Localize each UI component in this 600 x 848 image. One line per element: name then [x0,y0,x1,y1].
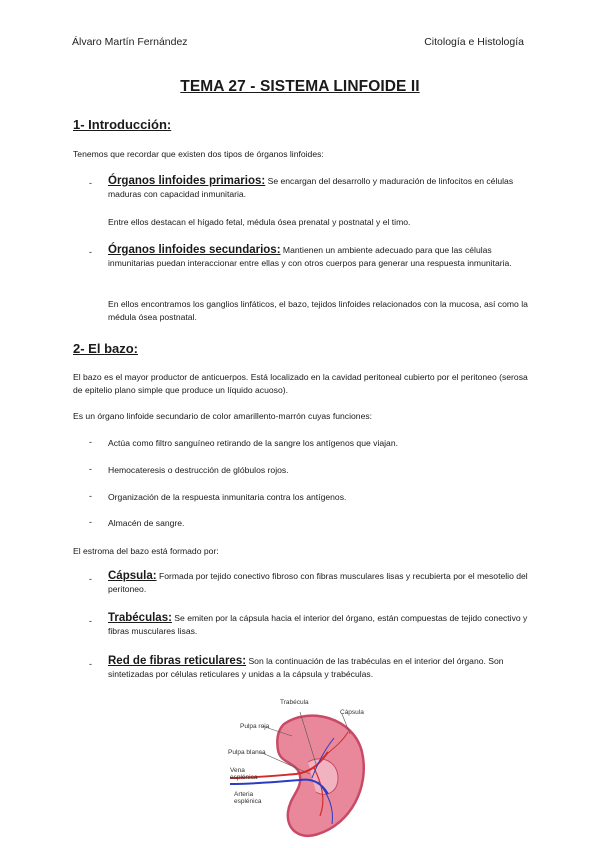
list-dash: - [89,659,92,669]
list-dash: - [89,616,92,626]
label-pulpa-blanca: Pulpa blanca [228,749,266,756]
term-trabeculas: Trabéculas: [108,612,172,624]
label-trabecula: Trabécula [280,699,309,706]
function-item: Hemocateresis o destrucción de glóbulos rojos. [108,465,289,475]
section2-para1: El bazo es el mayor productor de anticuerpos. Está localizado en la cavidad peritoneal cubierto por el peritoneo (serosa de epitelio plano simple que produce un líquido acuoso). [73,372,528,395]
section1-heading: 1- Introducción: [73,117,172,132]
section1-intro: Tenemos que recordar que existen dos tipos de órganos linfoides: [73,149,324,159]
label-capsula: Cápsula [340,709,364,716]
text-primarios: Se encargan del desarrollo y maduración de linfocitos en células maduras con capacidad inmunitaria. [108,176,514,199]
list-dash: - [89,491,92,501]
label-pulpa-roja: Pulpa roja [240,723,270,730]
label-vena-1: Vena [230,767,245,774]
list-dash: - [89,464,92,474]
sub-primarios: Entre ellos destacan el hígado fetal, médula ósea prenatal y postnatal y el timo. [108,217,411,227]
text-secundarios: Mantienen un ambiente adecuado para que las células inmunitarias puedan interaccionar entre ellas y con otros cuerpos para generar una respuesta inmunitaria. [108,245,512,268]
term-primarios: Órganos linfoides primarios: [108,175,266,187]
list-item-secundarios [108,244,528,270]
stroma-item-trabeculas [108,612,528,638]
stroma-item-capsula [108,570,528,596]
text-trabeculas: Se emiten por la cápsula hacia el interior del órgano, están compuestas de tejido conectivo y fibras musculares lisas. [108,613,528,636]
list-dash: - [89,574,92,584]
page-title: TEMA 27 - SISTEMA LINFOIDE II [180,78,420,95]
list-dash: - [89,247,92,257]
section2-para2: Es un órgano linfoide secundario de color amarillento-marrón cuyas funciones: [73,411,373,421]
list-item-primarios [108,175,528,201]
text-capsula: Formada por tejido conectivo fibroso con fibras musculares lisas y recubierta por el mesotelio del peritoneo. [108,571,528,594]
label-arteria-1: Arteria [234,791,254,798]
function-item: Almacén de sangre. [108,518,185,528]
header-subject: Citología e Histología [424,36,524,48]
label-vena-2: esplénica [230,774,258,781]
section2-para3: El estroma del bazo está formado por: [73,546,219,556]
sub-secundarios: En ellos encontramos los ganglios linfáticos, el bazo, tejidos linfoides relacionados con la mucosa, así como la médula ósea postnatal. [108,299,528,322]
header-author: Álvaro Martín Fernández [72,36,188,48]
term-secundarios: Órganos linfoides secundarios: [108,244,281,256]
text-red-fibras: Son la continuación de las trabéculas en el interior del órgano. Son sintetizadas por células reticulares y unidas a la cápsula y trabéculas. [108,656,504,679]
function-item: Actúa como filtro sanguíneo retirando de la sangre los antígenos que viajan. [108,438,398,448]
function-item: Organización de la respuesta inmunitaria contra los antígenos. [108,492,347,502]
term-capsula: Cápsula: [108,570,157,582]
list-dash: - [89,178,92,188]
stroma-item-red-fibras [108,655,528,681]
label-arteria-2: esplénica [234,798,262,805]
spleen-diagram [222,692,382,842]
list-dash: - [89,517,92,527]
term-red-fibras: Red de fibras reticulares: [108,655,247,667]
section2-heading: 2- El bazo: [73,341,139,356]
list-dash: - [89,437,92,447]
